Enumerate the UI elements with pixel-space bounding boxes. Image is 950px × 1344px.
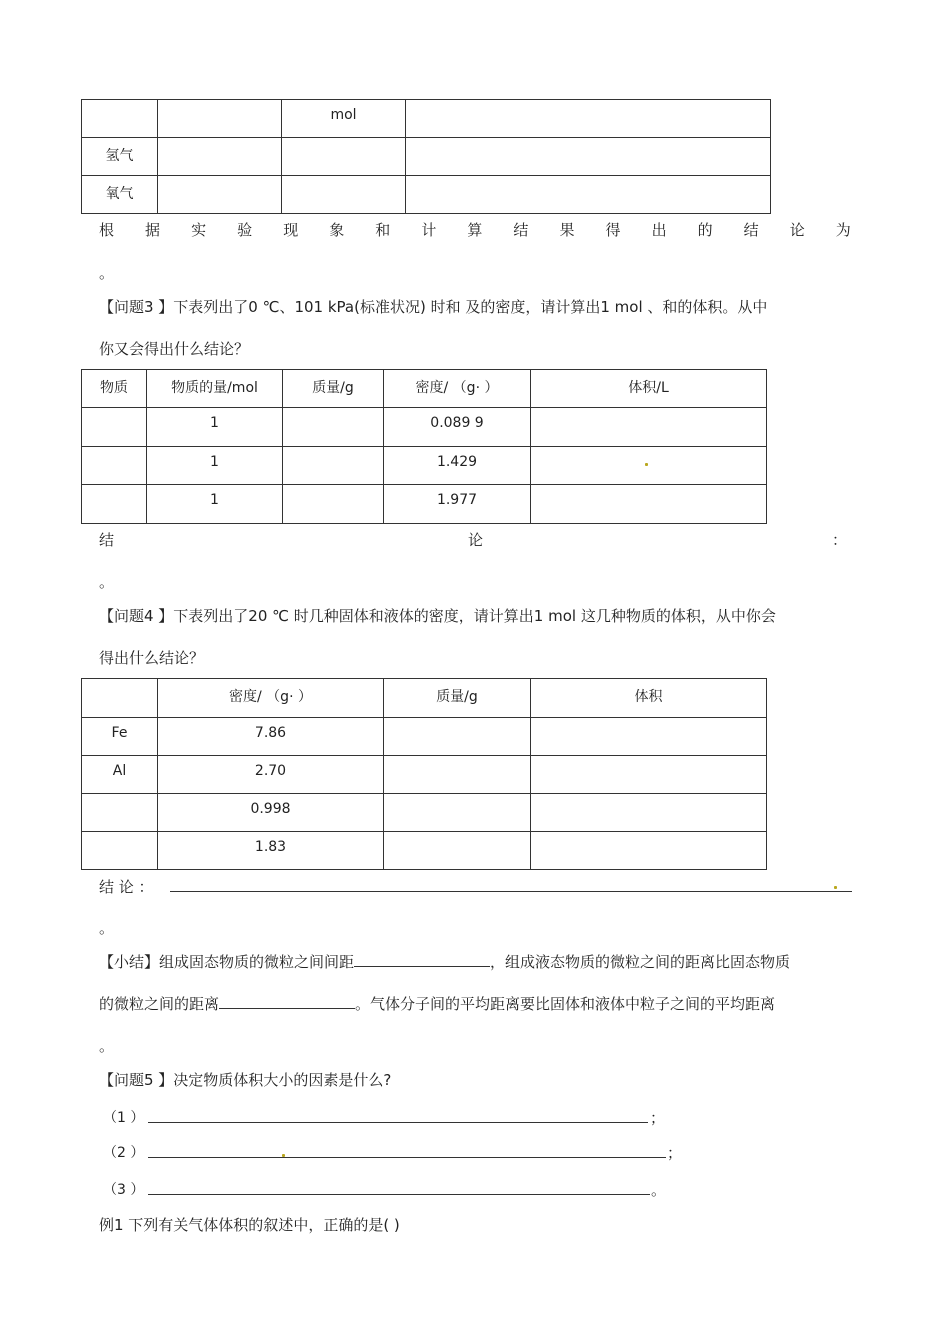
table-cell: 1.83 bbox=[158, 832, 384, 870]
table-row bbox=[82, 832, 767, 870]
question-5-title: 【问题5 】决定物质体积大小的因素是什么? bbox=[99, 1071, 392, 1089]
question-5-item-1-label: （1 ） bbox=[103, 1110, 145, 1126]
text-char: 计 bbox=[421, 221, 437, 239]
table-cell bbox=[283, 485, 384, 524]
table-cell bbox=[158, 176, 282, 214]
text-char: 出 bbox=[651, 221, 667, 239]
conclusion-2-left: 结 bbox=[99, 531, 115, 549]
example-1: 例1 下列有关气体体积的叙述中，正确的是( ) bbox=[99, 1216, 400, 1234]
table-header-cell: 物质 bbox=[82, 370, 147, 408]
question-5-item-2-blank[interactable] bbox=[148, 1141, 666, 1158]
table-header-cell: 质量/g bbox=[283, 370, 384, 408]
table-cell: 7.86 bbox=[158, 718, 384, 756]
table-cell: Fe bbox=[82, 718, 158, 756]
table-cell bbox=[82, 408, 147, 447]
question-5-item-1-blank[interactable] bbox=[148, 1106, 648, 1123]
table-cell bbox=[406, 138, 771, 176]
table-header-cell: 体积/L bbox=[531, 370, 767, 408]
table-cell: 氢气 bbox=[82, 138, 158, 176]
question-4-line-2: 得出什么结论？ bbox=[99, 649, 205, 667]
text-char: 实 bbox=[191, 221, 207, 239]
conclusion-3-end: 。 bbox=[99, 919, 115, 937]
table-cell: 1 bbox=[147, 485, 283, 524]
conclusion-2-mid: 论 bbox=[468, 531, 484, 549]
table-cell bbox=[82, 100, 158, 138]
table-gas-volume bbox=[81, 99, 771, 214]
table-row bbox=[82, 370, 767, 408]
table-cell bbox=[158, 100, 282, 138]
summary-end: 。 bbox=[99, 1037, 115, 1055]
conclusion-1-end: 。 bbox=[99, 264, 115, 282]
conclusion-3-label: 结 论 ： bbox=[99, 878, 154, 896]
summary-blank-1[interactable] bbox=[354, 952, 490, 967]
table-row bbox=[82, 485, 767, 524]
table-cell bbox=[282, 138, 406, 176]
table-cell: 0.089 9 bbox=[384, 408, 531, 447]
table-header-cell: 质量/g bbox=[384, 679, 531, 718]
summary-text: ，组成液态物质的微粒之间的距离比固态物质 bbox=[490, 953, 791, 971]
summary-text: 【小结】组成固态物质的微粒之间间距 bbox=[99, 953, 355, 971]
table-cell bbox=[531, 485, 767, 524]
table-row bbox=[82, 138, 771, 176]
text-char: 果 bbox=[559, 221, 575, 239]
table-gas-density bbox=[81, 369, 767, 524]
table-cell bbox=[283, 408, 384, 447]
table-cell bbox=[531, 718, 767, 756]
table-header-cell bbox=[82, 679, 158, 718]
table-header-cell: 体积 bbox=[531, 679, 767, 718]
text-char: 论 bbox=[789, 221, 805, 239]
table-cell: 1 bbox=[147, 408, 283, 447]
text-char: 验 bbox=[237, 221, 253, 239]
conclusion-2-right: ： bbox=[832, 531, 848, 549]
table-header-cell: 密度/ （g· ） bbox=[384, 370, 531, 408]
table-cell: 2.70 bbox=[158, 756, 384, 794]
question-5-item-3-end: 。 bbox=[651, 1181, 667, 1199]
conclusion-line-1 bbox=[99, 219, 851, 240]
table-cell: 1 bbox=[147, 447, 283, 485]
table-cell: Al bbox=[82, 756, 158, 794]
text-char: 据 bbox=[145, 221, 161, 239]
table-cell bbox=[82, 794, 158, 832]
table-row bbox=[82, 447, 767, 485]
text-char: 和 bbox=[375, 221, 391, 239]
table-cell bbox=[531, 794, 767, 832]
table-cell bbox=[531, 832, 767, 870]
table-cell bbox=[158, 138, 282, 176]
table-row bbox=[82, 679, 767, 718]
table-solid-liquid-density bbox=[81, 678, 767, 870]
summary-line-1 bbox=[99, 951, 790, 972]
table-cell: 氧气 bbox=[82, 176, 158, 214]
stray-dot bbox=[645, 463, 648, 466]
table-cell bbox=[531, 408, 767, 447]
text-char: 得 bbox=[605, 221, 621, 239]
summary-line-2 bbox=[99, 993, 775, 1014]
stray-dot bbox=[282, 1154, 285, 1157]
table-header-cell: 物质的量/mol bbox=[147, 370, 283, 408]
table-cell bbox=[406, 100, 771, 138]
table-cell bbox=[531, 447, 767, 485]
table-cell bbox=[282, 176, 406, 214]
table-cell bbox=[531, 756, 767, 794]
table-cell: 1.429 bbox=[384, 447, 531, 485]
table-cell: 1.977 bbox=[384, 485, 531, 524]
table-cell bbox=[384, 718, 531, 756]
question-5-item-1-end: ； bbox=[650, 1109, 666, 1127]
table-cell bbox=[283, 447, 384, 485]
text-char: 现 bbox=[283, 221, 299, 239]
table-row bbox=[82, 756, 767, 794]
stray-dot bbox=[834, 886, 837, 889]
table-row bbox=[82, 176, 771, 214]
question-5-item-2-end: ； bbox=[667, 1144, 683, 1162]
text-char: 根 bbox=[99, 221, 115, 239]
text-char: 的 bbox=[697, 221, 713, 239]
table-cell: mol bbox=[282, 100, 406, 138]
conclusion-3-blank[interactable] bbox=[170, 875, 852, 892]
table-cell bbox=[384, 794, 531, 832]
question-4-line-1: 【问题4 】下表列出了20 ℃ 时几种固体和液体的密度，请计算出1 mol 这几种物质的体积，从中你会 bbox=[99, 607, 776, 625]
table-row bbox=[82, 408, 767, 447]
question-5-item-2-label: （2 ） bbox=[103, 1145, 145, 1161]
table-cell bbox=[384, 756, 531, 794]
table-row bbox=[82, 718, 767, 756]
table-cell bbox=[384, 832, 531, 870]
table-row bbox=[82, 100, 771, 138]
table-cell bbox=[82, 485, 147, 524]
table-row bbox=[82, 794, 767, 832]
table-cell bbox=[406, 176, 771, 214]
question-5-item-3-label: （3 ） bbox=[103, 1182, 145, 1198]
text-char: 象 bbox=[329, 221, 345, 239]
question-3-line-1: 【问题3 】下表列出了0 ℃、101 kPa(标准状况) 时和 及的密度，请计算出1 mol 、和的体积。从中 bbox=[99, 298, 768, 316]
summary-text: 。气体分子间的平均距离要比固体和液体中粒子之间的平均距离 bbox=[355, 995, 776, 1013]
conclusion-2-end: 。 bbox=[99, 573, 115, 591]
table-cell bbox=[82, 447, 147, 485]
summary-blank-2[interactable] bbox=[219, 994, 355, 1009]
table-header-cell: 密度/ （g· ） bbox=[158, 679, 384, 718]
text-char: 算 bbox=[467, 221, 483, 239]
question-5-item-3-blank[interactable] bbox=[148, 1178, 650, 1195]
text-char: 结 bbox=[513, 221, 529, 239]
question-3-line-2: 你又会得出什么结论？ bbox=[99, 340, 250, 358]
table-cell bbox=[82, 832, 158, 870]
text-char: 为 bbox=[835, 221, 851, 239]
text-char: 结 bbox=[743, 221, 759, 239]
table-cell: 0.998 bbox=[158, 794, 384, 832]
summary-text: 的微粒之间的距离 bbox=[99, 995, 220, 1013]
